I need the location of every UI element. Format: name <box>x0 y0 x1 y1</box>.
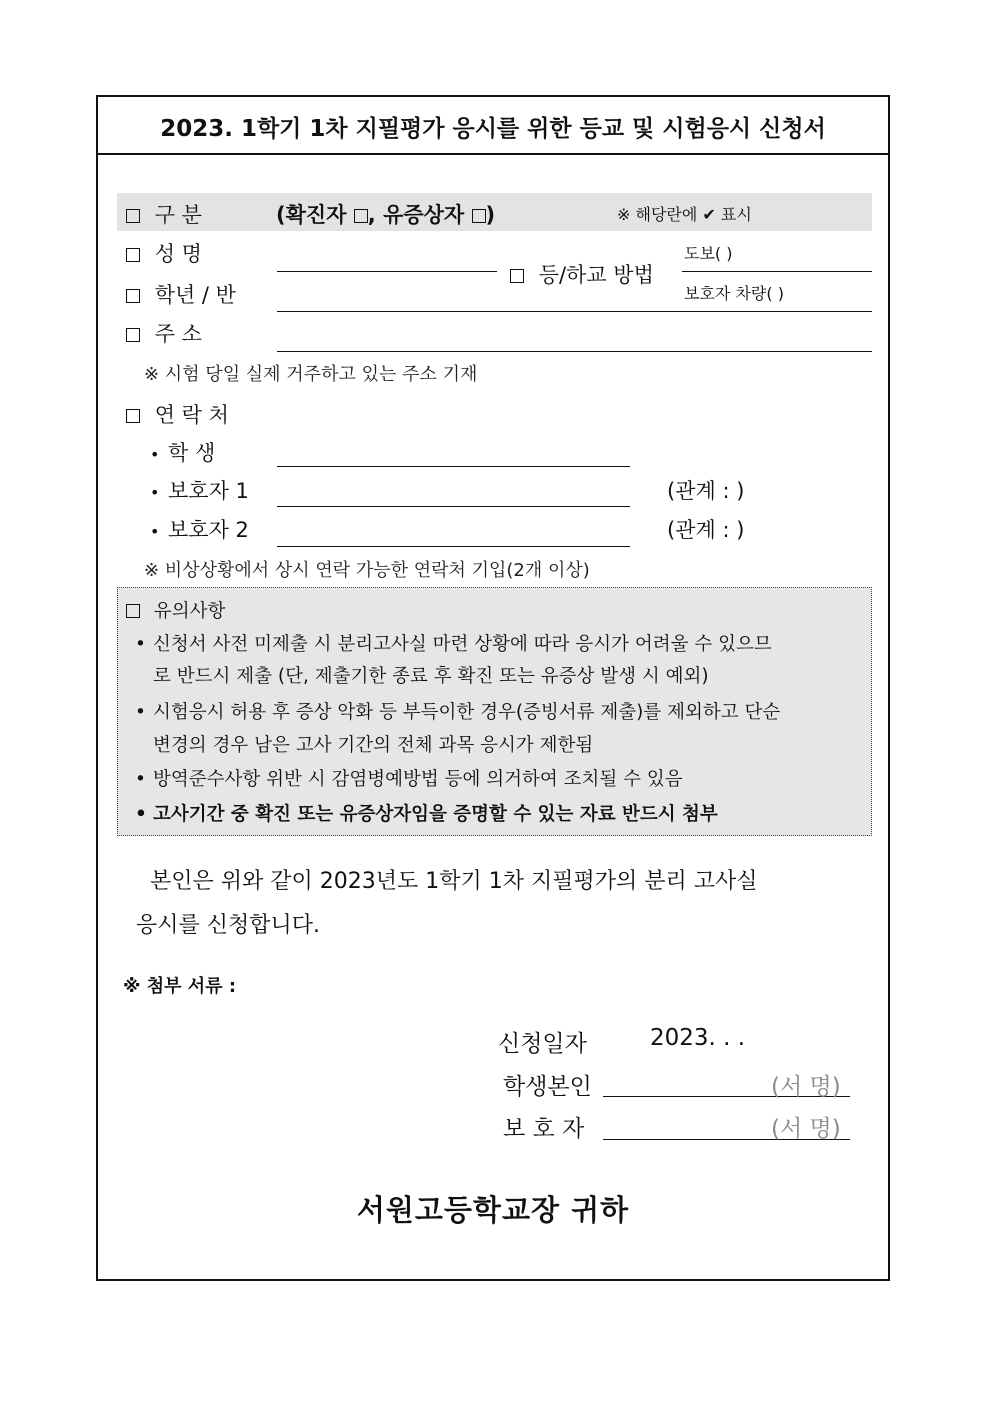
address-row: 주 소 <box>126 318 202 348</box>
checkbox-icon <box>126 409 140 423</box>
caution-item: • 신청서 사전 미제출 시 분리고사실 마련 상황에 따라 응시가 어려울 수 있으므 <box>135 634 772 655</box>
relation2: (관계 : ) <box>667 518 745 542</box>
statement-line: 본인은 위와 같이 2023년도 1학기 1차 지필평가의 분리 고사실 <box>150 869 758 894</box>
grade-class-row: 학년 / 반 <box>126 279 236 309</box>
guardian-sign-label: 보 호 자 <box>503 1116 585 1142</box>
parent-car-option[interactable]: 보호자 차량( ) <box>684 284 784 303</box>
student-sign-mark: (서 명) <box>771 1074 841 1100</box>
name-field[interactable] <box>277 271 497 272</box>
commute-method: 등/하교 방법 <box>510 259 654 289</box>
student-sign-label: 학생본인 <box>503 1074 592 1100</box>
contact-note: ※ 비상상황에서 상시 연락 가능한 연락처 기입(2개 이상) <box>144 560 590 581</box>
checkbox-icon[interactable] <box>126 209 140 223</box>
name-row: 성 명 <box>126 238 202 268</box>
caution-item: • 고사기간 중 확진 또는 유증상자임을 증명할 수 있는 자료 반드시 첨부 <box>135 804 718 825</box>
contact-row: 연 락 처 <box>126 399 229 429</box>
confirmed-checkbox[interactable] <box>354 209 368 223</box>
attachments-label: ※ 첨부 서류 : <box>123 976 237 997</box>
title-divider <box>96 153 890 155</box>
caution-heading: 유의사항 <box>126 597 225 623</box>
caution-item: • 방역준수사항 위반 시 감염병예방법 등에 의거하여 조치될 수 있음 <box>135 769 683 790</box>
grade-class-field[interactable] <box>277 311 872 312</box>
address-field[interactable] <box>277 351 872 352</box>
checkbox-icon <box>126 248 140 262</box>
caution-item-cont: 변경의 경우 남은 고사 기간의 전체 과목 응시가 제한됨 <box>153 735 594 756</box>
date-label: 신청일자 <box>498 1031 587 1057</box>
check-note: ※ 해당란에 ✔ 표시 <box>617 205 752 224</box>
contact-student-label: • 학 생 <box>150 441 216 465</box>
commute-divider <box>682 271 872 272</box>
contact-guardian2-label: • 보호자 2 <box>150 518 249 542</box>
caution-item: • 시험응시 허용 후 증상 악화 등 부득이한 경우(증빙서류 제출)를 제외하고 단순 <box>135 702 781 723</box>
checkbox-icon <box>126 289 140 303</box>
walk-option[interactable]: 도보( ) <box>684 244 733 263</box>
date-value[interactable]: 2023. . . <box>650 1025 746 1051</box>
checkbox-icon <box>126 604 140 618</box>
contact-guardian1-label: • 보호자 1 <box>150 479 249 503</box>
guardian2-contact-field[interactable] <box>277 546 630 547</box>
closing-addressee: 서원고등학교장 귀하 <box>356 1193 630 1227</box>
category-options: (확진자 , 유증상자 ) <box>276 203 496 227</box>
page-title: 2023. 1학기 1차 지필평가 응시를 위한 등교 및 시험응시 신청서 <box>160 116 826 142</box>
student-contact-field[interactable] <box>277 466 630 467</box>
statement-line: 응시를 신청합니다. <box>136 913 321 938</box>
relation1: (관계 : ) <box>667 479 745 503</box>
category-row <box>126 199 202 229</box>
guardian-sign-mark: (서 명) <box>771 1116 841 1142</box>
address-note: ※ 시험 당일 실제 거주하고 있는 주소 기재 <box>144 364 478 385</box>
guardian1-contact-field[interactable] <box>277 506 630 507</box>
category-label: 구 분 <box>154 203 202 227</box>
symptomatic-checkbox[interactable] <box>472 209 486 223</box>
commute-checkbox[interactable] <box>510 269 524 283</box>
checkbox-icon <box>126 328 140 342</box>
caution-item-cont: 로 반드시 제출 (단, 제출기한 종료 후 확진 또는 유증상 발생 시 예외) <box>153 666 709 687</box>
